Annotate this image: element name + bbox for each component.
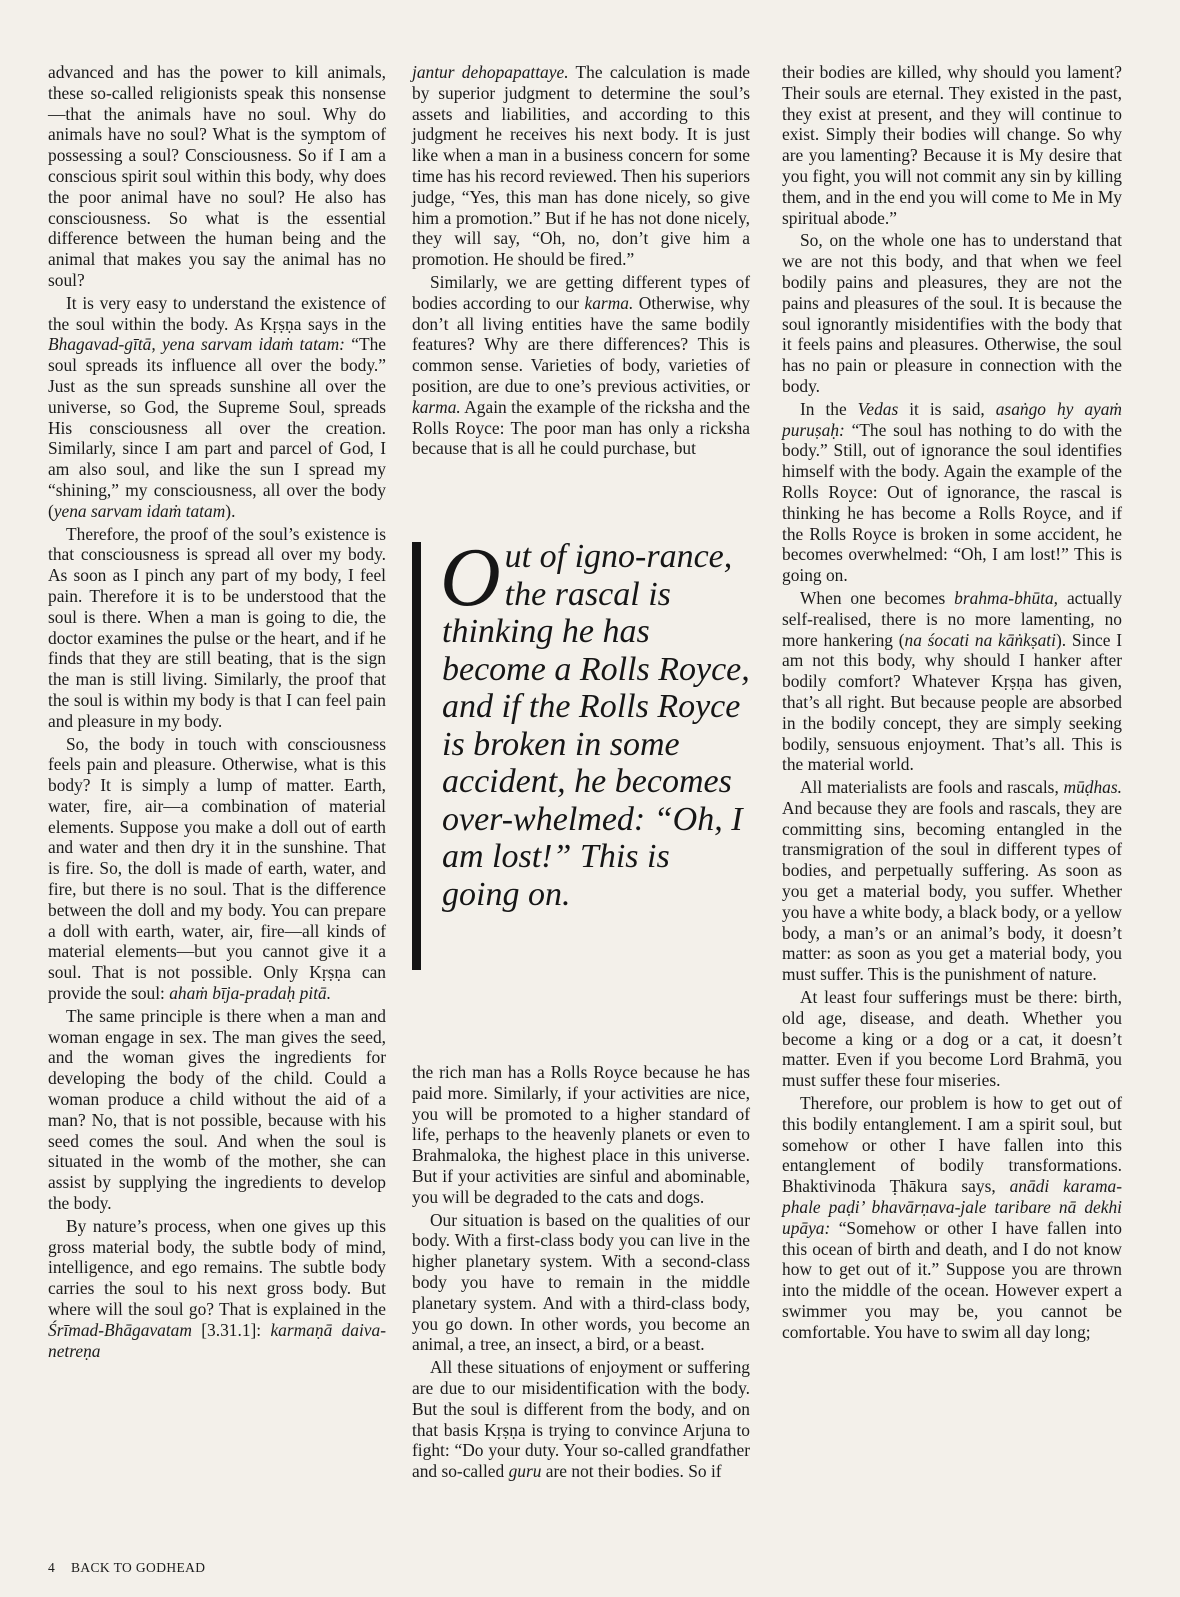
paragraph: Similarly, we are getting different types of bodies according to our karma. Otherwise, why don’t all living entities have the same bodily features? Why are there differences? This is common sense. Varieties of body, varieties of position, are due to one’s previous activities, or karma. Again the example of the ricksha and the Rolls Royce: The poor man has only a ricksha because that is all he could purchase, but [412,271,750,459]
paragraph: When one becomes brahma-bhūta, actually self-realised, there is no more lamenting, no more hankering (na śocati na kāṅkṣati). Since I am not this body, why should I hanker after bodily comfort? Whatever Kṛṣṇa has given, that’s all right. But because people are absorbed in the bodily concept, they are simply seeking bodily, sensuous enjoyment. That’s all. This is the material world. [782,587,1122,775]
paragraph: Our situation is based on the qualities of our body. With a first-class body you can live in the higher planetary system. With a second-class body you have to remain in the middle planetary system. And with a third-class body, you go down. In other words, you become an animal, a tree, an insect, a bird, or a beast. [412,1209,750,1355]
paragraph: By nature’s process, when one gives up this gross material body, the subtle body of mind, intelligence, and ego remains. The subtle body carries the soul to his next gross body. But where will the soul go? That is explained in the Śrīmad-Bhāgavatam [3.31.1]: karmaṇā daiva-netreṇa [48,1215,386,1361]
text-column-right [782,62,1122,1343]
magazine-title: BACK TO GODHEAD [70,1560,206,1575]
paragraph: It is very easy to understand the existence of the soul within the body. As Kṛṣṇa says in the Bhagavad-gītā, yena sarvam idaṁ tatam: “The soul spreads its influence all over the body.” Just as the sun spreads sunshine all over the universe, so God, the Supreme Soul, spreads His consciousness all over the creation. Similarly, since I am part and parcel of God, I am also soul, and like the sun I spread my “shining,” my consciousness, all over the body (yena sarvam idaṁ tatam). [48,292,386,521]
paragraph: All materialists are fools and rascals, mūḍhas. And because they are fools and rascals, they are committing sins, becoming entangled in the transmigration of the soul in different types of bodies, and perpetually suffering. As soon as you get a material body, you suffer. Whether you have a white body, a black body, or a yellow body, a man’s or an animal’s body, it doesn’t matter: as soon as you get a material body, you must suffer. This is the punishment of nature. [782,777,1122,985]
paragraph: jantur dehopapattaye. The calculation is made by superior judgment to determine the soul’s assets and liabilities, and according to this judgment he receives his next body. It is just like when a man in a business concern for some time has his record reviewed. Then his superiors judge, “Yes, this man has done nicely, so give him a promotion.” But if he has not done nicely, they will say, “Oh, no, don’t give him a promotion. He should be fired.” [412,62,750,270]
paragraph: The same principle is there when a man and woman engage in sex. The man gives the seed, and the woman gives the ingredients for developing the body of the child. Could a woman produce a child without the aid of a man? No, that is not possible, because with his seed comes the soul. And when the soul is situated in the womb of the mother, she can assist by supplying the ingredients to develop the body. [48,1005,386,1214]
pull-quote-bar [412,542,421,970]
paragraph: In the Vedas it is said, asaṅgo hy ayaṁ puruṣaḥ: “The soul has nothing to do with the body.” Still, out of ignorance the soul identifies himself with the body. Again the example of the Rolls Royce: Out of ignorance, the rascal is thinking he has become a Rolls Royce, and if the Rolls Royce is broken in some accident, he becomes overwhelmed: “Oh, I am lost!” This is going on. [782,398,1122,586]
paragraph: So, the body in touch with consciousness feels pain and pleasure. Otherwise, what is this body? It is simply a lump of matter. Earth, water, fire, air—a combination of material elements. Suppose you make a doll out of earth and water and then dry it in the sunshine. That is fire. So, the doll is made of earth, water, and fire, but there is no soul. That is the difference between the doll and my body. You can prepare a doll with earth, water, air, fire—all kinds of material elements—but you cannot give it a soul. That is not possible. Only Kṛṣṇa can provide the soul: ahaṁ bīja-pradaḥ pitā. [48,733,386,1004]
page-footer [48,1560,217,1576]
page-number: 4 [48,1560,56,1575]
pull-quote-dropcap: O [440,531,501,624]
paragraph: All these situations of enjoyment or suffering are due to our misidentification with the body. But the soul is different from the body, and on that basis Kṛṣṇa is trying to convince Arjuna to fight: “Do your duty. Your so-called grandfather and so-called guru are not their bodies. So if [412,1357,750,1482]
paragraph: Therefore, the proof of the soul’s existence is that consciousness is spread all over my body. As soon as I pinch any part of my body, I feel pain. Therefore it is to be understood that the soul is there. When a man is going to die, the doctor examines the pulse or the heart, and if he finds that they are still beating, that is the sign the man is still living. Similarly, the proof that the soul is within my body is that I can feel pain and pleasure in my body. [48,523,386,731]
text-column-middle-bottom [412,1062,750,1482]
paragraph: So, on the whole one has to understand that we are not this body, and that when we feel bodily pains and pleasures, they are not the pains and pleasures of the soul. It is because the soul ignorantly misidentifies with the body that it feels pains and pleasures. Otherwise, the soul has no pain or pleasure in connection with the body. [782,230,1122,396]
pull-quote-text [440,531,752,913]
paragraph: At least four sufferings must be there: birth, old age, disease, and death. Whether you become a king or a dog or a cat, it doesn’t matter. Even if you become Lord Brahmā, you must suffer these four miseries. [782,987,1122,1091]
paragraph: advanced and has the power to kill animals, these so-called religionists speak this nonsense—that the animals have no soul. Why do animals have no soul? What is the symptom of possessing a soul? Consciousness. So if I am a conscious spirit soul within this body, why does the poor animal have no soul? He also has consciousness. So what is the essential difference between the human being and the animal that makes you say the animal has no soul? [48,62,386,290]
paragraph: the rich man has a Rolls Royce because he has paid more. Similarly, if your activities are nice, you will be promoted to a higher standard of life, perhaps to the heavenly planets or even to Brahmaloka, the highest place in this universe. But if your activities are sinful and abominable, you will be degraded to the cats and dogs. [412,1062,750,1207]
pull-quote-body: ut of igno-rance, the rascal is thinking he has become a Rolls Royce, and if the Rolls Royce is broken in some accident, he becomes over-whelmed: “Oh, I am lost!” This is going on. [442,538,750,913]
paragraph: their bodies are killed, why should you lament? Their souls are eternal. They existed in the past, they exist at present, and they will continue to exist. Simply their bodies will change. So why are you lamenting? Because it is My desire that you fight, you will not commit any sin by killing them, and in the end you will come to Me in My spiritual abode.” [782,62,1122,228]
text-column-middle-top [412,62,750,459]
paragraph: Therefore, our problem is how to get out of this bodily entanglement. I am a spirit soul, but somehow or other I have fallen into this entanglement of bodily transformations. Bhaktivinoda Ṭhākura says, anādi karama-phale paḍi’ bhavārṇava-jale taribare nā dekhi upāya: “Somehow or other I have fallen into this ocean of birth and death, and I do not know how to get out of it.” Suppose you are thrown into the middle of the ocean. However expert a swimmer you may be, you cannot be comfortable. You have to swim all day long; [782,1093,1122,1342]
text-column-left [48,62,386,1361]
pull-quote [412,531,750,1004]
